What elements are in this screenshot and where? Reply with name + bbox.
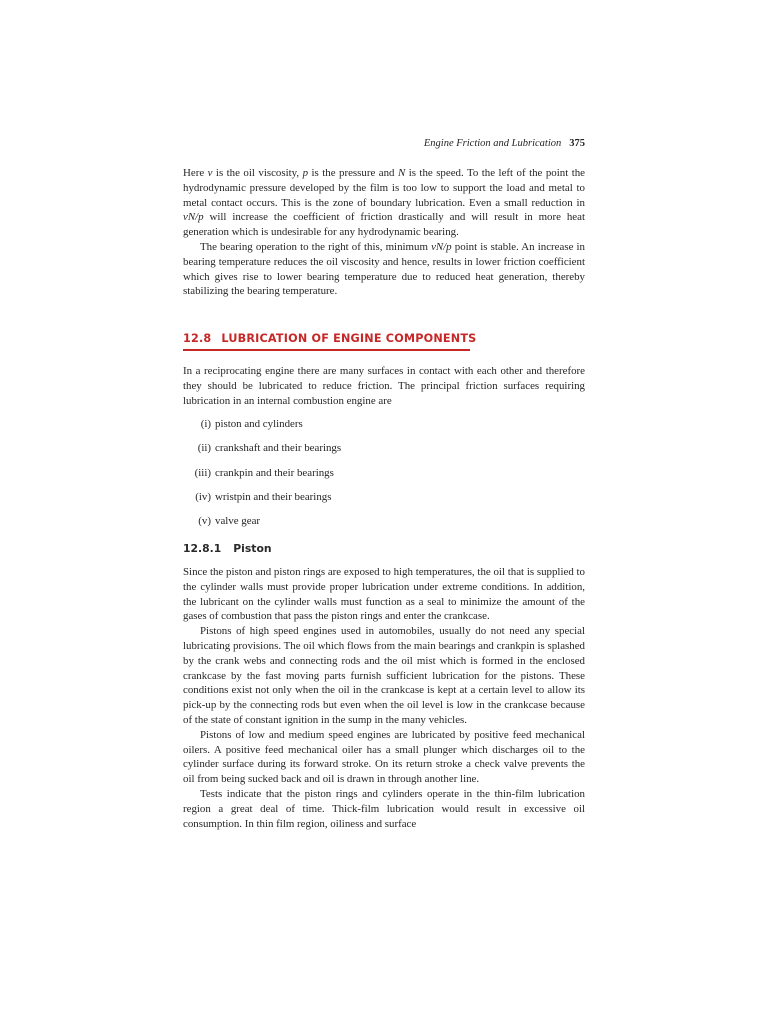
subsection-title: Piston xyxy=(233,542,272,555)
body-paragraph-4: Tests indicate that the piston rings and cylinders operate in the thin-film lubrication region a great deal of time. Thick-film lubrication would result in excessive oil consumption. In thin film region, oiliness and surface xyxy=(183,787,585,830)
intro-paragraph-1: Here ν is the oil viscosity, p is the pressure and N is the speed. To the left of the point the hydrodynamic pressure developed by the film is too low to support the load and metal to metal contact occurs. This is the zone of boundary lubrication. Even a small reduction in νN/p will increase the coefficient of friction drastically and will result in more heat generation which is undesirable for any hydrodynamic bearing. xyxy=(183,167,585,239)
list-item: (ii) crankshaft and their bearings xyxy=(197,442,342,454)
subsection-body xyxy=(183,565,585,831)
body-paragraph-2: Pistons of high speed engines used in automobiles, usually do not need any special lubricating provisions. The oil which flows from the main bearings and crankpin is splashed by the crank webs and connecting rods and the oil mist which is formed in the enclosed crankcase by the fast moving parts furnish sufficient lubrication for the pistons. These conditions exist not only when the oil in the crankcase is kept at a certain level to allow its pick-up by the connecting rods but even when the oil level is low in the crankcase because of the state of constant ignition in the sump in the many vehicles. xyxy=(183,625,585,726)
subsection-number: 12.8.1 xyxy=(183,542,222,555)
section-intro-paragraph: In a reciprocating engine there are many surfaces in contact with each other and therefore they should be lubricated to reduce friction. The principal friction surfaces requiring lubrication in an internal combustion engine are xyxy=(183,365,585,407)
body-paragraph-3: Pistons of low and medium speed engines are lubricated by positive feed mechanical oilers. A positive feed mechanical oiler has a small plunger which discharges oil to the cylinder surface during its forward stroke. On its return stroke a check valve prevents the oil from being sucked back and oil is drawn in through another line. xyxy=(183,728,585,786)
subsection-heading xyxy=(183,542,272,555)
running-header xyxy=(424,138,585,149)
section-heading xyxy=(183,332,476,345)
list-item: (iii) crankpin and their bearings xyxy=(194,467,334,479)
section-intro xyxy=(183,364,585,408)
page-number: 375 xyxy=(569,138,585,149)
section-title: LUBRICATION OF ENGINE COMPONENTS xyxy=(221,332,477,345)
section-number: 12.8 xyxy=(183,332,212,345)
body-paragraph-1: Since the piston and piston rings are exposed to high temperatures, the oil that is supplied to the cylinder walls must provide proper lubrication under extreme conditions. In addition, the lubricant on the cylinder walls must function as a seal to minimize the amount of the gases of combustion that pass the piston rings and enter the crankcase. xyxy=(183,566,585,623)
list-item: (v) valve gear xyxy=(198,515,261,527)
list-item: (iv) wristpin and their bearings xyxy=(195,491,332,503)
intro-text xyxy=(183,166,585,299)
running-title: Engine Friction and Lubrication xyxy=(423,138,562,149)
section-underline xyxy=(183,349,470,351)
list-item: (i) piston and cylinders xyxy=(200,418,303,430)
intro-paragraph-2: The bearing operation to the right of this, minimum νN/p point is stable. An increase in bearing temperature reduces the oil viscosity and hence, results in lower friction coefficient which gives rise to lower bearing temperature due to reduced heat generation, thereby stabilizing the bearing temperature. xyxy=(183,240,586,298)
